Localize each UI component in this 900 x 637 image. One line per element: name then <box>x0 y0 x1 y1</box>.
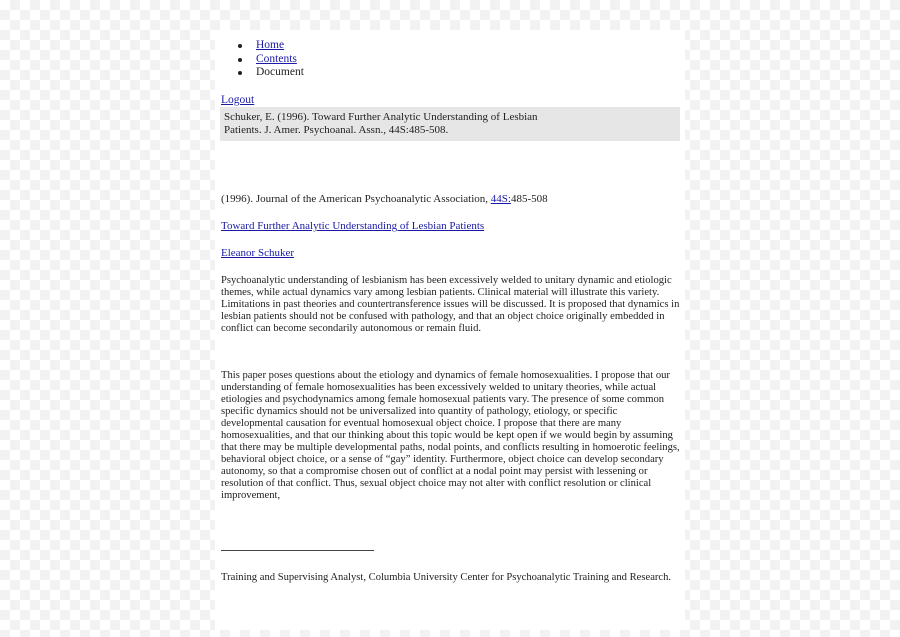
document-page <box>215 30 685 630</box>
abstract-paragraph: Psychoanalytic understanding of lesbianism has been excessively welded to unitary dynamic and etiologic themes, while actual dynamics vary among lesbian patients. Clinical material will illustrate this variety. Limitations in past theories and countertransference issues will be discussed. It is proposed that dynamics in lesbian patients should not be confused with pathology, and that an object choice originally embedded in conflict can become secondarily autonomous or remain fluid. <box>221 275 680 334</box>
nav-list <box>252 39 304 80</box>
nav-item-document <box>252 66 304 80</box>
nav-item-home[interactable] <box>252 39 304 53</box>
logout-link[interactable]: Logout <box>221 94 255 106</box>
contents-link[interactable]: Contents <box>256 52 297 65</box>
journal-line <box>221 193 548 205</box>
citation-box <box>220 107 680 141</box>
author-link[interactable]: Eleanor Schuker <box>221 247 294 259</box>
citation-text: Schuker, E. (1996). Toward Further Analytic Understanding of Lesbian Patients. J. Amer. Psychoanal. Assn., 44S:485-508. <box>224 111 538 136</box>
journal-pages: 485-508 <box>510 193 548 205</box>
home-link[interactable]: Home <box>256 39 285 51</box>
article-title-link[interactable]: Toward Further Analytic Understanding of Lesbian Patients <box>221 220 485 232</box>
document-label: Document <box>256 66 304 78</box>
footnote-divider <box>221 550 374 551</box>
footnote: Training and Supervising Analyst, Columbia University Center for Psychoanalytic Training and Research. <box>221 572 672 583</box>
body-paragraph: This paper poses questions about the etiology and dynamics of female homosexualities. I propose that our understanding of female homosexualities has been excessively welded to unitary theories, while actual etiologies and psychodynamics among female homosexual patients vary. The presence of some common specific dynamics should not be universalized into quantity of pathology, etiology, or specific developmental causation for eventual homosexual object choice. I propose that there are many homosexualities, and that our thinking about this topic would be kept open if we would begin by assuming that there may be multiple developmental paths, nodal points, and conflicts resulting in homoerotic feelings, behavioral object choice, or a sense of “gay” identity. Furthermore, object choice can develop secondary autonomy, so that a compromise chosen out of conflict at a nodal point may persist with lessening or resolution of that conflict. Thus, sexual object choice may not alter with conflict resolution or clinical improvement, <box>221 370 680 501</box>
volume-link[interactable]: 44S: <box>490 193 511 205</box>
nav-item-contents[interactable] <box>252 53 304 67</box>
journal-prefix: (1996). Journal of the American Psychoanalytic Association, <box>221 193 491 205</box>
